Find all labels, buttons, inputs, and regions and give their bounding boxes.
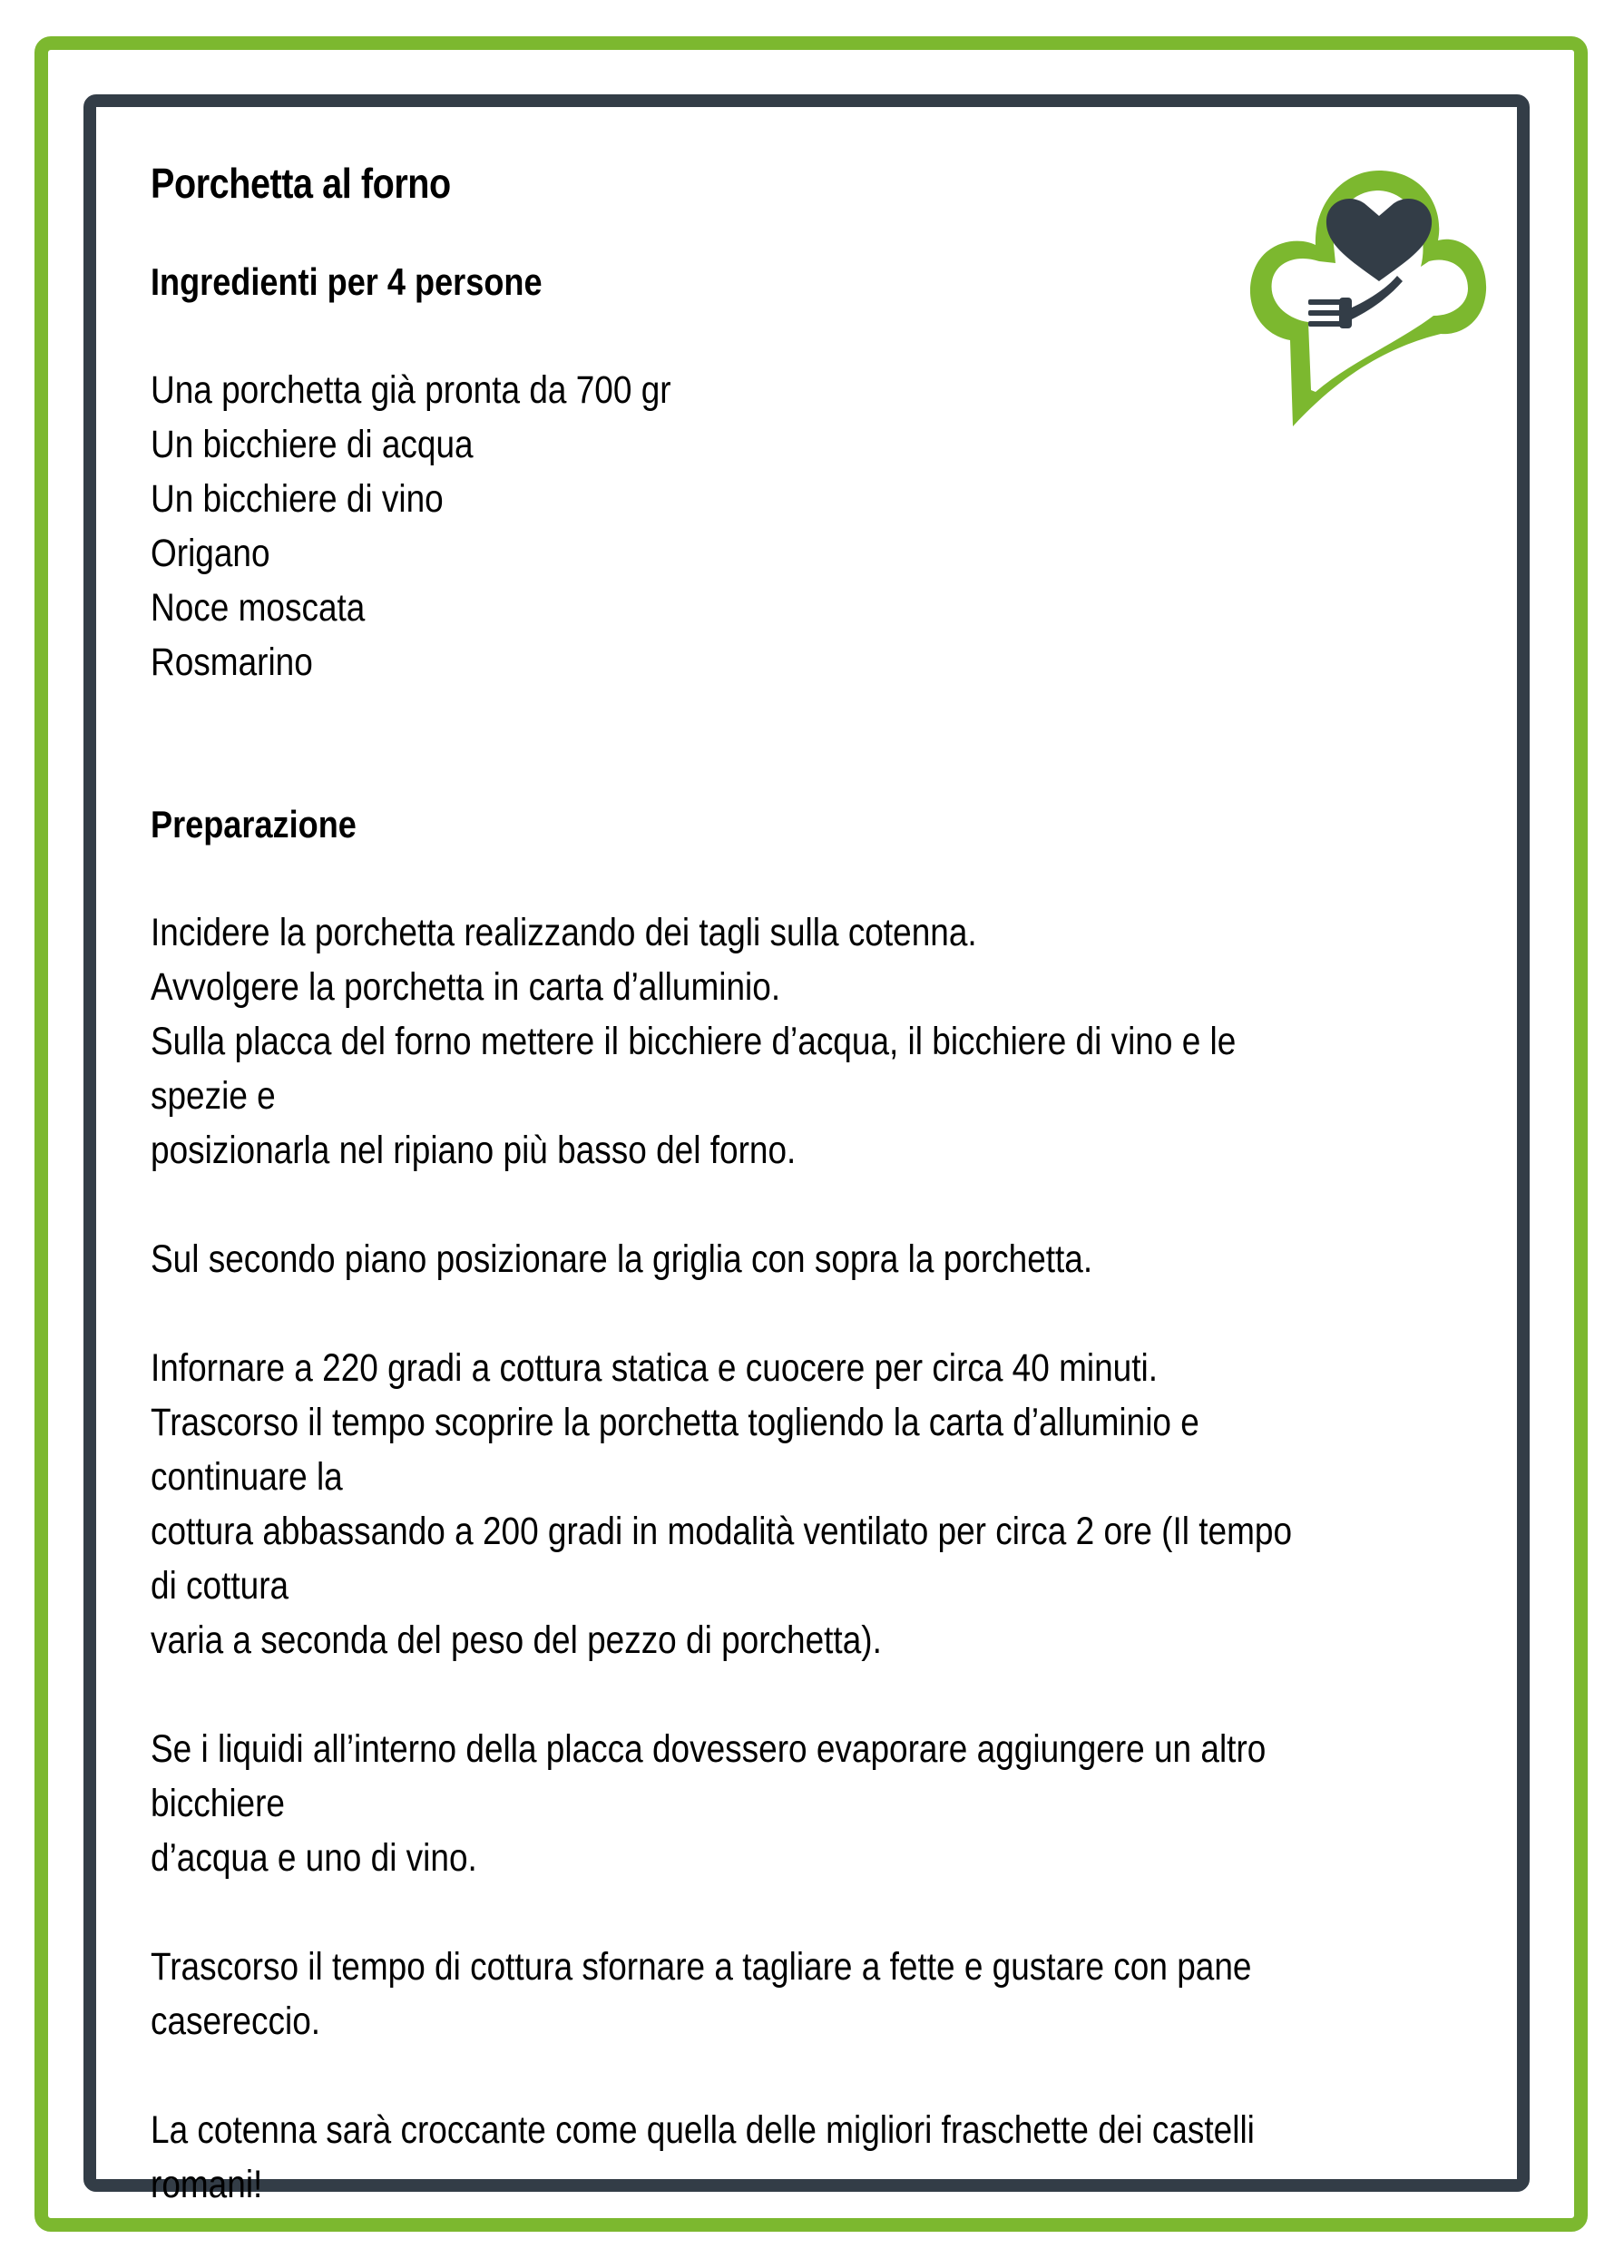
preparation-paragraph-2 [151, 1232, 1321, 1286]
ingredient-item: Noce moscata [151, 586, 366, 630]
preparation-line: Infornare a 220 gradi a cottura statica e cuocere per circa 40 minuti. [151, 1346, 1159, 1390]
preparation-line: La cotenna sarà croccante come quella delle migliori fraschette dei castelli romani! [151, 2108, 1255, 2206]
preparation-line: d’acqua e uno di vino. [151, 1836, 477, 1880]
preparation-line: Avvolgere la porchetta in carta d’alluminio. [151, 965, 781, 1009]
preparation-line: varia a seconda del peso del pezzo di porchetta). [151, 1618, 882, 1662]
ingredient-item: Un bicchiere di vino [151, 477, 444, 521]
recipe-title: Porchetta al forno [151, 160, 451, 207]
ingredients-heading: Ingredienti per 4 persone [151, 260, 543, 303]
preparation-paragraph-1 [151, 905, 1321, 1178]
ingredient-item: Rosmarino [151, 640, 313, 684]
preparation-line: Trascorso il tempo scoprire la porchetta togliendo la carta d’alluminio e continuare la [151, 1401, 1199, 1499]
preparation-line: cottura abbassando a 200 gradi in modalità ventilato per circa 2 ore (Il tempo di cottura [151, 1510, 1293, 1608]
ingredient-item: Una porchetta già pronta da 700 gr [151, 368, 671, 412]
preparation-paragraph-4 [151, 1722, 1321, 1885]
preparation-paragraph-3 [151, 1341, 1321, 1667]
preparation-heading: Preparazione [151, 803, 357, 846]
preparation-line: Sul secondo piano posizionare la griglia con sopra la porchetta. [151, 1237, 1093, 1281]
fork-shape [1308, 276, 1403, 328]
preparation-line: Trascorso il tempo di cottura sfornare a tagliare a fette e gustare con pane casereccio. [151, 1945, 1252, 2043]
recipe-content [151, 156, 1321, 2212]
preparation-paragraph-5 [151, 1940, 1321, 2048]
ingredients-list [151, 363, 1321, 689]
preparation-line: Incidere la porchetta realizzando dei tagli sulla cotenna. [151, 911, 977, 954]
preparation-paragraph-6 [151, 2103, 1321, 2212]
preparation-line: Sulla placca del forno mettere il bicchiere d’acqua, il bicchiere di vino e le spezie e [151, 1020, 1237, 1118]
ingredient-item: Origano [151, 532, 270, 575]
ingredient-item: Un bicchiere di acqua [151, 423, 474, 466]
preparation-line: posizionarla nel ripiano più basso del forno. [151, 1129, 797, 1172]
heart-shape [1326, 199, 1432, 281]
preparation-line: Se i liquidi all’interno della placca dovessero evaporare aggiungere un altro bicchiere [151, 1727, 1267, 1825]
